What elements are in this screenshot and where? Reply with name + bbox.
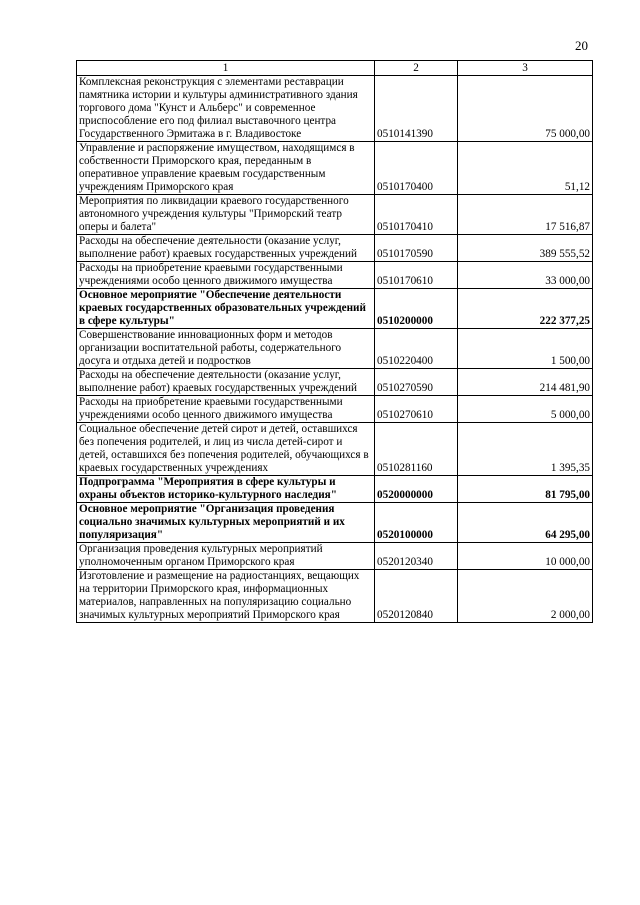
table-row bbox=[77, 289, 593, 329]
row-amount-cell: 33 000,00 bbox=[458, 262, 593, 289]
table-header-row bbox=[77, 61, 593, 76]
row-code-cell: 0510170410 bbox=[375, 195, 458, 235]
budget-table bbox=[76, 60, 593, 623]
table-row bbox=[77, 235, 593, 262]
column-header-2: 2 bbox=[375, 61, 458, 76]
row-amount-cell: 10 000,00 bbox=[458, 543, 593, 570]
row-amount-cell: 222 377,25 bbox=[458, 289, 593, 329]
table-row bbox=[77, 476, 593, 503]
row-code-cell: 0510170590 bbox=[375, 235, 458, 262]
table-row bbox=[77, 262, 593, 289]
row-code-cell: 0510170610 bbox=[375, 262, 458, 289]
row-amount-cell: 2 000,00 bbox=[458, 570, 593, 623]
row-amount-cell: 389 555,52 bbox=[458, 235, 593, 262]
table-row bbox=[77, 369, 593, 396]
table-row bbox=[77, 543, 593, 570]
row-amount-cell: 1 500,00 bbox=[458, 329, 593, 369]
row-amount-cell: 81 795,00 bbox=[458, 476, 593, 503]
row-code-cell: 0510281160 bbox=[375, 423, 458, 476]
row-name-cell: Мероприятия по ликвидации краевого государственного автономного учреждения культуры "Приморский театр оперы и балета" bbox=[77, 195, 375, 235]
table-row bbox=[77, 142, 593, 195]
row-code-cell: 0510200000 bbox=[375, 289, 458, 329]
row-amount-cell: 214 481,90 bbox=[458, 369, 593, 396]
row-name-cell: Расходы на приобретение краевыми государственными учреждениями особо ценного движимого имущества bbox=[77, 262, 375, 289]
row-code-cell: 0520100000 bbox=[375, 503, 458, 543]
row-amount-cell: 75 000,00 bbox=[458, 76, 593, 142]
row-name-cell: Подпрограмма "Мероприятия в сфере культуры и охраны объектов историко-культурного наследия" bbox=[77, 476, 375, 503]
column-header-3: 3 bbox=[458, 61, 593, 76]
table-row bbox=[77, 329, 593, 369]
row-name-cell: Социальное обеспечение детей сирот и детей, оставшихся без попечения родителей, и лиц из числа детей-сирот и детей, оставшихся без попечения родителей, обучающихся в краевых государственных учреждениях bbox=[77, 423, 375, 476]
row-code-cell: 0510220400 bbox=[375, 329, 458, 369]
row-code-cell: 0520120840 bbox=[375, 570, 458, 623]
row-amount-cell: 5 000,00 bbox=[458, 396, 593, 423]
row-code-cell: 0510141390 bbox=[375, 76, 458, 142]
row-code-cell: 0510170400 bbox=[375, 142, 458, 195]
row-name-cell: Совершенствование инновационных форм и методов организации воспитательной работы, содержательного досуга и отдыха детей и подростков bbox=[77, 329, 375, 369]
page-number: 20 bbox=[575, 38, 588, 53]
column-header-1: 1 bbox=[77, 61, 375, 76]
row-amount-cell: 51,12 bbox=[458, 142, 593, 195]
row-code-cell: 0510270590 bbox=[375, 369, 458, 396]
table-row bbox=[77, 423, 593, 476]
row-code-cell: 0510270610 bbox=[375, 396, 458, 423]
row-name-cell: Расходы на обеспечение деятельности (оказание услуг, выполнение работ) краевых государственных учреждений bbox=[77, 369, 375, 396]
row-name-cell: Управление и распоряжение имуществом, находящимся в собственности Приморского края, переданным в оперативное управление краевым государственным учреждениям Приморского края bbox=[77, 142, 375, 195]
table-row bbox=[77, 76, 593, 142]
table-row bbox=[77, 396, 593, 423]
row-name-cell: Организация проведения культурных мероприятий уполномоченным органом Приморского края bbox=[77, 543, 375, 570]
table-row bbox=[77, 503, 593, 543]
row-amount-cell: 1 395,35 bbox=[458, 423, 593, 476]
row-name-cell: Основное мероприятие "Обеспечение деятельности краевых государственных образовательных учреждений в сфере культуры" bbox=[77, 289, 375, 329]
table-row bbox=[77, 195, 593, 235]
row-name-cell: Комплексная реконструкция с элементами реставрации памятника истории и культуры административного здания торгового дома "Кунст и Альберс" и современное приспособление его под филиал выставочного центра Государственного Эрмитажа в г. Владивостоке bbox=[77, 76, 375, 142]
row-code-cell: 0520120340 bbox=[375, 543, 458, 570]
row-amount-cell: 64 295,00 bbox=[458, 503, 593, 543]
row-code-cell: 0520000000 bbox=[375, 476, 458, 503]
row-name-cell: Изготовление и размещение на радиостанциях, вещающих на территории Приморского края, информационных материалов, направленных на популяризацию социально значимых культурных мероприятий Приморского края bbox=[77, 570, 375, 623]
table-row bbox=[77, 570, 593, 623]
row-amount-cell: 17 516,87 bbox=[458, 195, 593, 235]
row-name-cell: Расходы на приобретение краевыми государственными учреждениями особо ценного движимого имущества bbox=[77, 396, 375, 423]
row-name-cell: Расходы на обеспечение деятельности (оказание услуг, выполнение работ) краевых государственных учреждений bbox=[77, 235, 375, 262]
row-name-cell: Основное мероприятие "Организация проведения социально значимых культурных мероприятий и их популяризация" bbox=[77, 503, 375, 543]
